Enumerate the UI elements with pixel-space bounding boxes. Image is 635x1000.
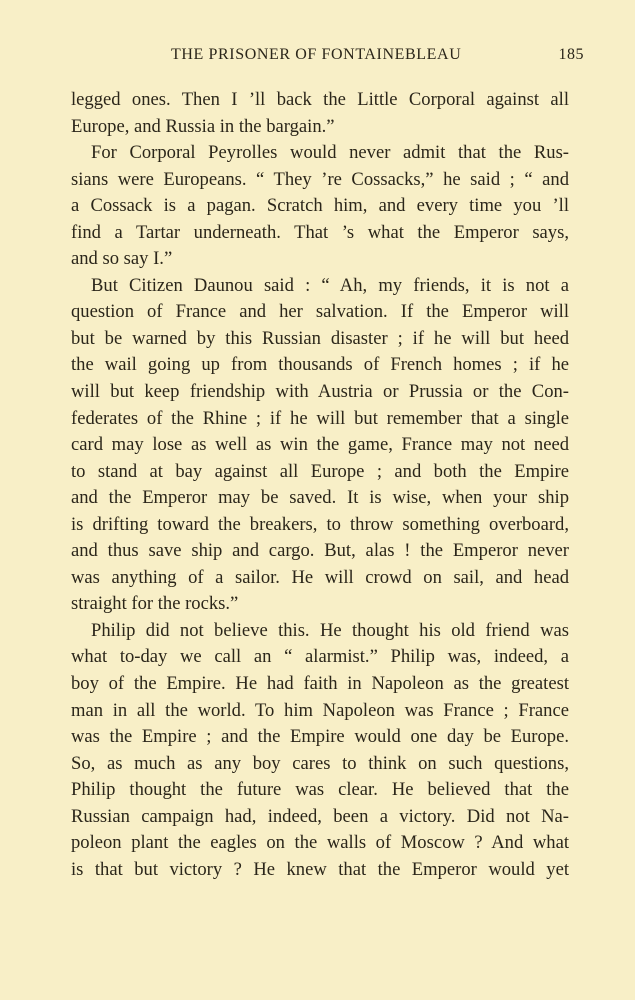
text-line: For Corporal Peyrolles would never admit that the Rus- <box>91 142 569 164</box>
text-line: is drifting toward the breakers, to throw something overboard, <box>71 513 569 535</box>
text-line: find a Tartar underneath. That ’s what the Emperor says, <box>71 221 569 243</box>
text-line: question of France and her salvation. If the Emperor will <box>71 301 569 323</box>
text-line: Philip did not believe this. He thought his old friend was <box>91 619 569 641</box>
paragraph <box>71 87 569 140</box>
text-line: Russian campaign had, indeed, been a victory. Did not Na- <box>71 805 569 827</box>
running-title: THE PRISONER OF FONTAINEBLEAU <box>171 46 462 63</box>
text-line: legged ones. Then I ’ll back the Little Corporal against all <box>71 89 569 110</box>
text-line: But Citizen Daunou said : “ Ah, my friends, it is not a <box>91 274 569 296</box>
text-line: what to-day we call an “ alarmist.” Philip was, indeed, a <box>71 646 569 668</box>
running-header <box>71 46 584 70</box>
text-line: poleon plant the eagles on the walls of Moscow ? And what <box>71 832 569 854</box>
text-line: a Cossack is a pagan. Scratch him, and every time you ’ll <box>71 195 569 217</box>
text-line: and so say I.” <box>71 248 173 270</box>
text-line: boy of the Empire. He had faith in Napoleon as the greatest <box>71 673 569 695</box>
page-number: 185 <box>558 46 584 63</box>
text-line: but be warned by this Russian disaster ; if he will but heed <box>71 327 569 349</box>
text-line: was anything of a sailor. He will crowd on sail, and head <box>71 566 569 588</box>
text-line: was the Empire ; and the Empire would one day be Europe. <box>71 726 569 748</box>
text-line: to stand at bay against all Europe ; and both the Empire <box>71 460 569 482</box>
text-line: Philip thought the future was clear. He believed that the <box>71 779 569 801</box>
text-line: is that but victory ? He knew that the Emperor would yet <box>71 858 569 880</box>
text-line: man in all the world. To him Napoleon was France ; France <box>71 699 569 721</box>
paragraph <box>71 273 569 618</box>
text-line: and the Emperor may be saved. It is wise, when your ship <box>71 487 569 509</box>
text-line: the wail going up from thousands of French homes ; if he <box>71 354 569 376</box>
text-line: sians were Europeans. “ They ’re Cossacks,” he said ; “ and <box>71 168 569 190</box>
page-body <box>71 87 569 883</box>
text-line: and thus save ship and cargo. But, alas ! the Emperor never <box>71 540 569 562</box>
paragraph <box>71 618 569 883</box>
text-line: Europe, and Russia in the bargain.” <box>71 115 335 137</box>
text-line: card may lose as well as win the game, France may not need <box>71 434 569 456</box>
text-line: So, as much as any boy cares to think on such questions, <box>71 752 569 774</box>
text-line: federates of the Rhine ; if he will but remember that a single <box>71 407 569 429</box>
text-line: straight for the rocks.” <box>71 593 239 615</box>
text-line: will but keep friendship with Austria or Prussia or the Con- <box>71 381 569 403</box>
paragraph <box>71 140 569 273</box>
